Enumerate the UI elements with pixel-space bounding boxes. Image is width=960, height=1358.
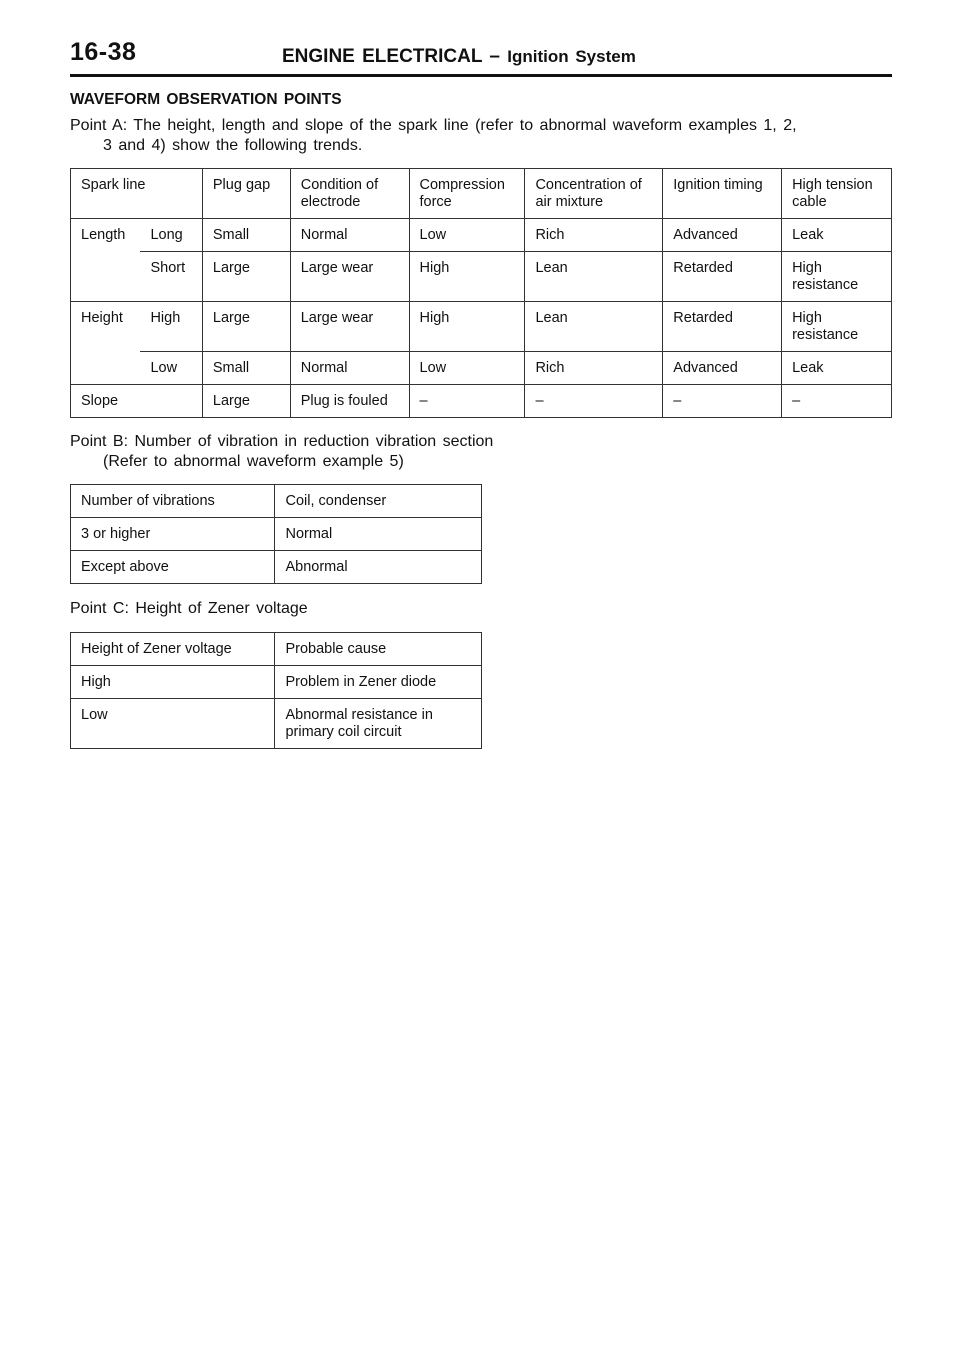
table-cell: Rich: [525, 219, 663, 252]
table-row: [71, 518, 482, 551]
header-cell: Condition of electrode: [290, 169, 409, 219]
header-cell: Spark line: [71, 169, 203, 219]
zener-voltage-table: [70, 632, 482, 749]
table-cell: Plug is fouled: [290, 385, 409, 418]
table-cell: Advanced: [663, 219, 782, 252]
table-row: [71, 352, 892, 385]
point-c-line1: Point C: Height of Zener voltage: [70, 600, 308, 617]
table-cell: Lean: [525, 302, 663, 352]
table-cell: Advanced: [663, 352, 782, 385]
table-row: [71, 551, 482, 584]
table-cell: Large: [202, 252, 290, 302]
table-cell: 3 or higher: [71, 518, 275, 551]
page-heading: WAVEFORM OBSERVATION POINTS: [70, 91, 342, 108]
point-b-text: [70, 432, 570, 472]
point-b-line1: Point B: Number of vibration in reduction vibration section: [70, 433, 494, 450]
table-cell: Abnormal: [275, 551, 482, 584]
table-cell: Low: [409, 219, 525, 252]
table-header-row: [71, 169, 892, 219]
section-name: ENGINE ELECTRICAL: [282, 46, 483, 67]
table-row: [71, 252, 892, 302]
table-cell: Large wear: [290, 252, 409, 302]
table-cell: Large wear: [290, 302, 409, 352]
table-header-row: [71, 633, 482, 666]
point-a-text: [70, 116, 892, 156]
point-a-line1: Point A: The height, length and slope of the spark line (refer to abnormal waveform examples 1, 2,: [70, 117, 797, 134]
table-cell: High resistance: [782, 252, 892, 302]
header-cell: Ignition timing: [663, 169, 782, 219]
page-number: 16-38: [70, 38, 137, 66]
table-cell: Short: [140, 252, 202, 302]
table-cell: Lean: [525, 252, 663, 302]
table-cell: Leak: [782, 219, 892, 252]
table-row: [71, 219, 892, 252]
page-header: [70, 38, 892, 77]
table-cell: High: [71, 666, 275, 699]
row-group-label: Height: [71, 302, 141, 385]
point-c-text: [70, 599, 570, 619]
header-cell: Plug gap: [202, 169, 290, 219]
table-row: [71, 699, 482, 749]
table-cell: High resistance: [782, 302, 892, 352]
spark-line-table: [70, 168, 892, 418]
header-cell: Compression force: [409, 169, 525, 219]
table-cell: Low: [140, 352, 202, 385]
header-cell: Height of Zener voltage: [71, 633, 275, 666]
table-cell: Retarded: [663, 252, 782, 302]
point-b-line2: (Refer to abnormal waveform example 5): [103, 453, 404, 470]
header-cell: Probable cause: [275, 633, 482, 666]
table-cell: Rich: [525, 352, 663, 385]
table-cell: Retarded: [663, 302, 782, 352]
table-row: [71, 385, 892, 418]
table-cell: Small: [202, 352, 290, 385]
vibration-table: [70, 484, 482, 584]
table-cell: Low: [409, 352, 525, 385]
table-row: [71, 302, 892, 352]
table-cell: Long: [140, 219, 202, 252]
table-cell: High: [140, 302, 202, 352]
section-title: [282, 46, 636, 68]
table-cell: Normal: [290, 219, 409, 252]
header-cell: Coil, condenser: [275, 485, 482, 518]
table-cell: Normal: [290, 352, 409, 385]
row-group-label: Slope: [71, 385, 203, 418]
table-cell: –: [663, 385, 782, 418]
row-group-label: Length: [71, 219, 141, 302]
point-a-line2: 3 and 4) show the following trends.: [103, 137, 363, 154]
title-dash: –: [489, 46, 500, 67]
table-cell: Large: [202, 385, 290, 418]
table-cell: Large: [202, 302, 290, 352]
table-cell: High: [409, 252, 525, 302]
table-cell: Except above: [71, 551, 275, 584]
table-cell: Problem in Zener diode: [275, 666, 482, 699]
header-cell: Number of vibrations: [71, 485, 275, 518]
table-row: [71, 666, 482, 699]
subsection-name: Ignition System: [507, 47, 636, 66]
table-cell: Leak: [782, 352, 892, 385]
table-cell: Low: [71, 699, 275, 749]
table-cell: –: [409, 385, 525, 418]
table-header-row: [71, 485, 482, 518]
table-cell: Small: [202, 219, 290, 252]
table-cell: –: [782, 385, 892, 418]
table-cell: High: [409, 302, 525, 352]
table-cell: –: [525, 385, 663, 418]
table-cell: Normal: [275, 518, 482, 551]
header-cell: High tension cable: [782, 169, 892, 219]
header-cell: Concentration of air mixture: [525, 169, 663, 219]
table-cell: Abnormal resistance in primary coil circuit: [275, 699, 482, 749]
